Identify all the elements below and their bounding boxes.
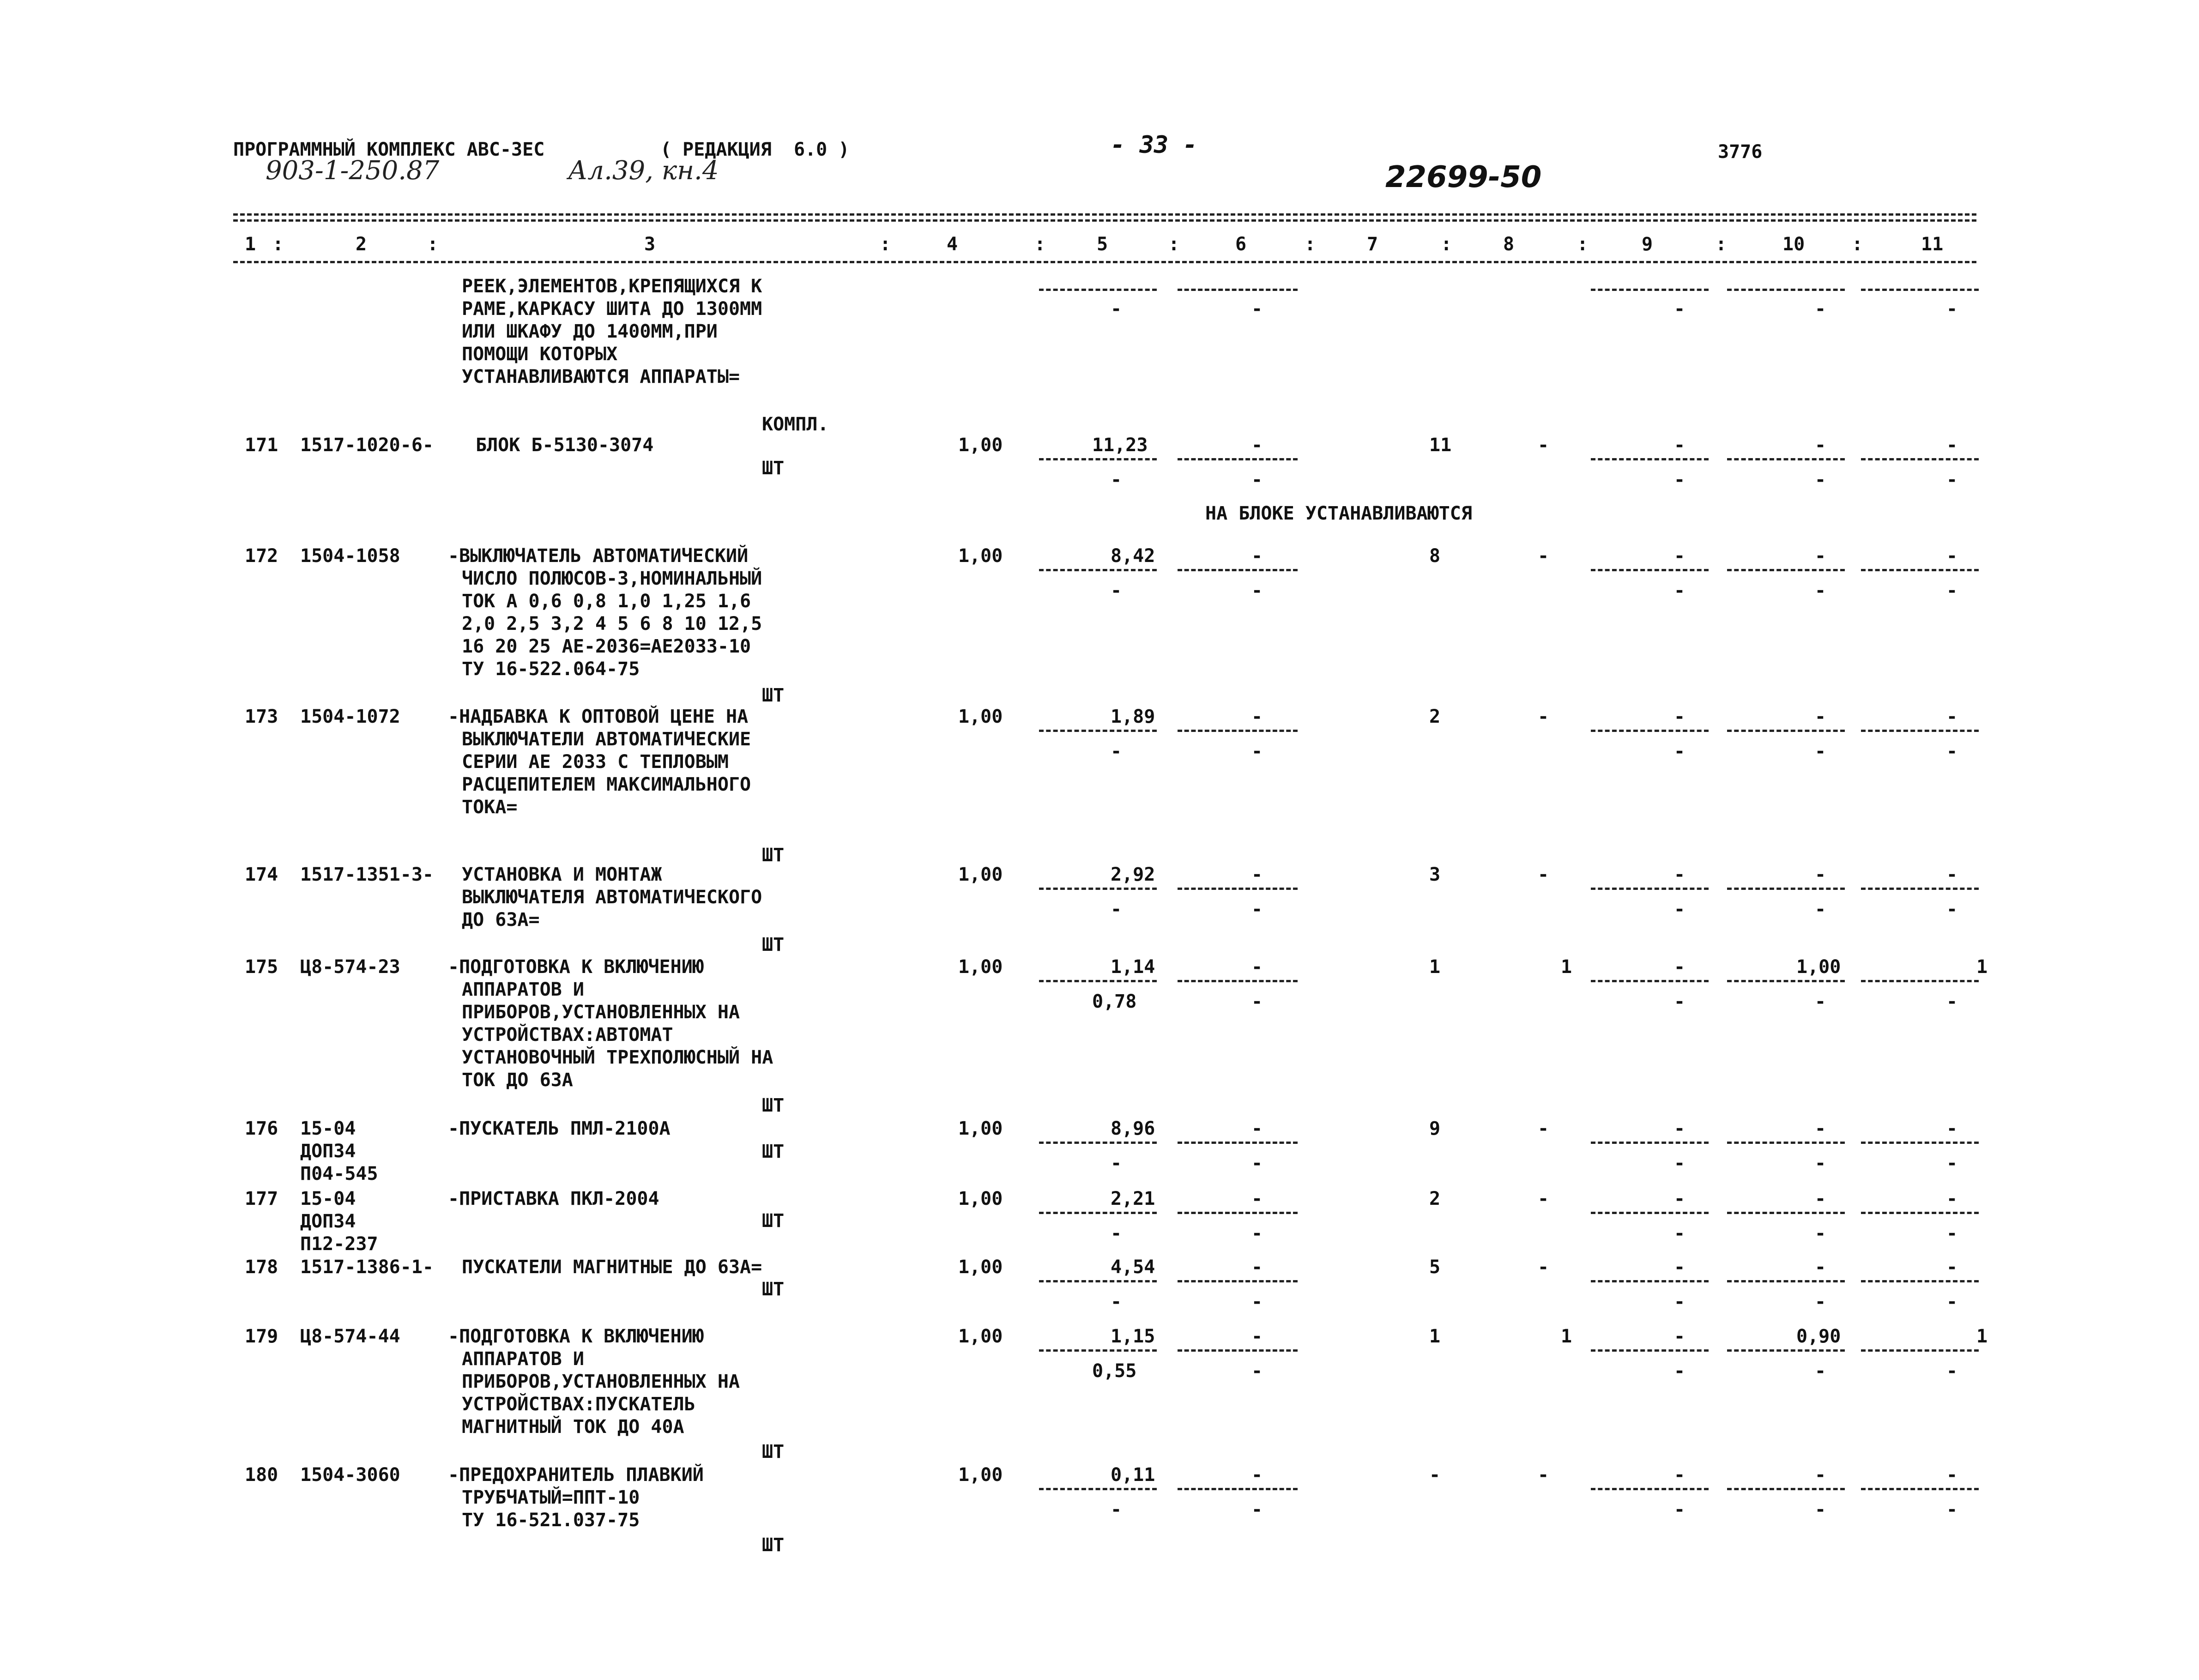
row-unit: ШТ — [762, 1279, 785, 1300]
row-number: 172 — [245, 545, 278, 567]
row-separator-c10 — [1727, 1280, 1845, 1282]
row-col9: - — [1674, 864, 1685, 885]
row-description-line: УСТАНОВОЧНЫЙ ТРЕХПОЛЮСНЫЙ НА — [462, 1047, 773, 1068]
row-col5: 1,14 — [1111, 956, 1155, 978]
row-col6-bottom: - — [1251, 1360, 1263, 1382]
row-col6: - — [1251, 1326, 1263, 1347]
note-block: НА БЛОКЕ УСТАНАВЛИВАЮТСЯ — [1205, 503, 1472, 524]
row-col10: - — [1815, 1257, 1826, 1278]
row-description-line: -ПРЕДОХРАНИТЕЛЬ ПЛАВКИЙ — [448, 1464, 704, 1486]
row-col6-bottom: - — [1251, 580, 1263, 601]
row-description-line: ТУ 16-522.064-75 — [462, 659, 640, 680]
row-col10: 0,90 — [1796, 1326, 1841, 1347]
row-separator-c11 — [1861, 569, 1979, 571]
row-col6: - — [1251, 1188, 1263, 1209]
row-separator-c11 — [1861, 730, 1979, 732]
row-col10-bottom: - — [1815, 469, 1826, 490]
row-description-line: 16 20 25 АЕ-2036=АЕ2033-10 — [462, 636, 751, 657]
row-col6: - — [1251, 435, 1263, 456]
row-code: 1517-1020-6- — [300, 435, 434, 456]
intro-c6: - — [1251, 298, 1263, 320]
table-top-rule — [233, 213, 1976, 216]
row-separator-c6 — [1178, 980, 1298, 982]
row-col11: - — [1946, 435, 1958, 456]
column-divider: : — [427, 234, 439, 255]
row-col6-bottom: - — [1251, 899, 1263, 920]
row-separator-c9 — [1591, 1349, 1709, 1352]
column-header-9: 9 — [1642, 234, 1653, 255]
row-description-line: УСТАНОВКА И МОНТАЖ — [462, 864, 662, 885]
row-col10: - — [1815, 1188, 1826, 1209]
row-col6-bottom: - — [1251, 741, 1263, 762]
row-col10-bottom: - — [1815, 1291, 1826, 1312]
row-col9: - — [1674, 435, 1685, 456]
row-col5: 0,11 — [1111, 1464, 1155, 1486]
row-code: 15-04 — [300, 1188, 356, 1209]
row-col8: 1 — [1561, 1326, 1572, 1347]
row-col11: 1 — [1976, 956, 1988, 978]
row-col5-bottom: 0,78 — [1092, 991, 1137, 1012]
row-col7: 2 — [1429, 706, 1441, 727]
intro-separator — [1039, 289, 1157, 291]
row-separator-c10 — [1727, 458, 1845, 460]
row-col6: - — [1251, 545, 1263, 567]
row-col6-bottom: - — [1251, 991, 1263, 1012]
row-col11: - — [1946, 1188, 1958, 1209]
row-description-line: ПРИБОРОВ,УСТАНОВЛЕННЫХ НА — [462, 1371, 740, 1392]
row-description-line: 2,0 2,5 3,2 4 5 6 8 10 12,5 — [462, 613, 762, 635]
row-col9-bottom: - — [1674, 1223, 1685, 1244]
row-quantity: 1,00 — [958, 1326, 1003, 1347]
row-separator-c6 — [1178, 458, 1298, 460]
row-number: 179 — [245, 1326, 278, 1347]
column-divider: : — [1034, 234, 1046, 255]
row-separator-c5 — [1039, 569, 1157, 571]
intro-separator — [1727, 289, 1845, 291]
row-description-line: ПРИБОРОВ,УСТАНОВЛЕННЫХ НА — [462, 1002, 740, 1023]
row-separator-c6 — [1178, 1349, 1298, 1352]
column-divider: : — [1441, 234, 1452, 255]
row-col6-bottom: - — [1251, 1291, 1263, 1312]
row-col5-bottom: - — [1111, 1291, 1122, 1312]
page-number: - 33 - — [1111, 131, 1197, 159]
row-description-line: ТУ 16-521.037-75 — [462, 1510, 640, 1531]
row-col9: - — [1674, 1464, 1685, 1486]
row-col11: - — [1946, 1118, 1958, 1139]
row-col6: - — [1251, 1464, 1263, 1486]
row-col10-bottom: - — [1815, 899, 1826, 920]
row-col11-bottom: - — [1946, 741, 1958, 762]
row-col10: - — [1815, 706, 1826, 727]
row-col6-bottom: - — [1251, 1153, 1263, 1174]
row-col11-bottom: - — [1946, 1153, 1958, 1174]
column-divider: : — [1168, 234, 1180, 255]
row-col7: - — [1429, 1464, 1441, 1486]
row-col10: - — [1815, 435, 1826, 456]
row-col7: 1 — [1429, 1326, 1441, 1347]
row-code: Ц8-574-44 — [300, 1326, 400, 1347]
row-col11: - — [1946, 864, 1958, 885]
row-code: Ц8-574-23 — [300, 956, 400, 978]
row-unit: ШТ — [762, 458, 785, 479]
row-unit: ШТ — [762, 1210, 785, 1232]
row-col7: 5 — [1429, 1257, 1441, 1278]
row-col5-bottom: - — [1111, 580, 1122, 601]
row-separator-c9 — [1591, 980, 1709, 982]
row-code: П12-237 — [300, 1233, 378, 1255]
intro-separator — [1591, 289, 1709, 291]
row-col10: - — [1815, 864, 1826, 885]
row-col5: 4,54 — [1111, 1257, 1155, 1278]
row-separator-c11 — [1861, 1142, 1979, 1144]
row-code: 1517-1351-3- — [300, 864, 434, 885]
column-header-6: 6 — [1235, 234, 1247, 255]
row-col11-bottom: - — [1946, 469, 1958, 490]
intro-separator — [1861, 289, 1979, 291]
row-separator-c5 — [1039, 888, 1157, 890]
row-description-line: УСТРОЙСТВАХ:ПУСКАТЕЛЬ — [462, 1394, 695, 1415]
row-code: 1504-1072 — [300, 706, 400, 727]
row-separator-c6 — [1178, 888, 1298, 890]
row-col9: - — [1674, 1118, 1685, 1139]
row-separator-c9 — [1591, 1488, 1709, 1490]
row-col11-bottom: - — [1946, 1360, 1958, 1382]
row-separator-c10 — [1727, 730, 1845, 732]
row-col8: - — [1538, 706, 1549, 727]
stamp-number: 22699-50 — [1385, 160, 1542, 194]
row-col10: - — [1815, 1464, 1826, 1486]
row-separator-c6 — [1178, 730, 1298, 732]
row-col5: 2,21 — [1111, 1188, 1155, 1209]
row-description-line: -ПОДГОТОВКА К ВКЛЮЧЕНИЮ — [448, 1326, 704, 1347]
row-number: 177 — [245, 1188, 278, 1209]
row-quantity: 1,00 — [958, 545, 1003, 567]
row-separator-c6 — [1178, 1280, 1298, 1282]
row-description-line: ТРУБЧАТЫЙ=ППТ-10 — [462, 1487, 640, 1508]
row-separator-c9 — [1591, 1212, 1709, 1214]
row-description-line: -ПУСКАТЕЛЬ ПМЛ-2100А — [448, 1118, 671, 1139]
row-col6-bottom: - — [1251, 1499, 1263, 1520]
row-col10-bottom: - — [1815, 580, 1826, 601]
row-col9: - — [1674, 1188, 1685, 1209]
intro-line: ИЛИ ШКАФУ ДО 1400ММ,ПРИ — [462, 321, 718, 342]
row-description-line: ТОК ДО 63А — [462, 1070, 573, 1091]
row-col9: - — [1674, 1326, 1685, 1347]
row-quantity: 1,00 — [958, 956, 1003, 978]
column-divider: : — [1305, 234, 1316, 255]
column-header-5: 5 — [1097, 234, 1108, 255]
row-number: 171 — [245, 435, 278, 456]
row-description-line: ВЫКЛЮЧАТЕЛИ АВТОМАТИЧЕСКИЕ — [462, 729, 751, 750]
row-number: 175 — [245, 956, 278, 978]
row-unit: ШТ — [762, 1141, 785, 1162]
row-unit: ШТ — [762, 934, 785, 955]
row-col9-bottom: - — [1674, 1291, 1685, 1312]
row-code: ДОП34 — [300, 1211, 356, 1232]
row-separator-c10 — [1727, 1142, 1845, 1144]
row-col8: - — [1538, 545, 1549, 567]
intro-c10: - — [1815, 298, 1826, 320]
column-header-4: 4 — [947, 234, 958, 255]
column-divider: : — [1577, 234, 1589, 255]
row-quantity: 1,00 — [958, 435, 1003, 456]
intro-c9: - — [1674, 298, 1685, 320]
row-col6: - — [1251, 1118, 1263, 1139]
row-separator-c5 — [1039, 730, 1157, 732]
intro-separator — [1178, 289, 1298, 291]
row-col9-bottom: - — [1674, 1499, 1685, 1520]
row-description-line: ТОКА= — [462, 797, 518, 818]
row-col8: - — [1538, 1464, 1549, 1486]
row-col10-bottom: - — [1815, 741, 1826, 762]
row-col5: 8,42 — [1111, 545, 1155, 567]
row-code: 1504-1058 — [300, 545, 400, 567]
row-description-line: АППАРАТОВ И — [462, 1348, 584, 1370]
row-description-line: -ПРИСТАВКА ПКЛ-2004 — [448, 1188, 659, 1209]
row-col9-bottom: - — [1674, 741, 1685, 762]
sheet-number: 3776 — [1718, 141, 1763, 163]
row-code: 15-04 — [300, 1118, 356, 1139]
row-col9-bottom: - — [1674, 1153, 1685, 1174]
row-quantity: 1,00 — [958, 1118, 1003, 1139]
row-quantity: 1,00 — [958, 1257, 1003, 1278]
intro-c5: - — [1111, 298, 1122, 320]
column-header-1: 1 — [245, 234, 256, 255]
row-separator-c10 — [1727, 1488, 1845, 1490]
program-title: ПРОГРАММНЫЙ КОМПЛЕКС АВС-3ЕС — [233, 139, 545, 160]
row-col5-bottom: - — [1111, 1223, 1122, 1244]
row-col9: - — [1674, 1257, 1685, 1278]
row-unit: ШТ — [762, 1441, 785, 1462]
row-col9: - — [1674, 706, 1685, 727]
row-description-line: АППАРАТОВ И — [462, 979, 584, 1000]
row-col11-bottom: - — [1946, 580, 1958, 601]
row-separator-c5 — [1039, 1280, 1157, 1282]
column-divider: : — [880, 234, 891, 255]
row-separator-c5 — [1039, 1212, 1157, 1214]
row-description-line: -ВЫКЛЮЧАТЕЛЬ АВТОМАТИЧЕСКИЙ — [448, 545, 749, 567]
column-header-7: 7 — [1367, 234, 1378, 255]
row-col11: 1 — [1976, 1326, 1988, 1347]
row-col9-bottom: - — [1674, 580, 1685, 601]
table-top-rule-2 — [233, 219, 1976, 222]
intro-line: УСТАНАВЛИВАЮТСЯ АППАРАТЫ= — [462, 366, 740, 387]
row-description-line: ТОК А 0,6 0,8 1,0 1,25 1,6 — [462, 591, 751, 612]
row-quantity: 1,00 — [958, 706, 1003, 727]
column-header-10: 10 — [1782, 234, 1805, 255]
row-description-line: ДО 63А= — [462, 909, 540, 931]
row-unit: ШТ — [762, 845, 785, 866]
edition-label: ( РЕДАКЦИЯ 6.0 ) — [660, 139, 850, 160]
row-description-line: МАГНИТНЫЙ ТОК ДО 40А — [462, 1416, 684, 1438]
row-separator-c9 — [1591, 458, 1709, 460]
row-col11: - — [1946, 1464, 1958, 1486]
row-col10: 1,00 — [1796, 956, 1841, 978]
row-col8: - — [1538, 1257, 1549, 1278]
handwritten-project: 903-1-250.87 — [266, 156, 440, 186]
row-description-line: ПУСКАТЕЛИ МАГНИТНЫЕ ДО 63А= — [462, 1257, 762, 1278]
row-separator-c6 — [1178, 1142, 1298, 1144]
row-col8: - — [1538, 435, 1549, 456]
row-col5-bottom: - — [1111, 899, 1122, 920]
row-unit: ШТ — [762, 685, 785, 706]
row-col10-bottom: - — [1815, 1499, 1826, 1520]
row-col6: - — [1251, 706, 1263, 727]
column-divider: : — [1716, 234, 1727, 255]
row-description-line: УСТРОЙСТВАХ:АВТОМАТ — [462, 1024, 673, 1045]
column-divider: : — [1852, 234, 1863, 255]
row-number: 173 — [245, 706, 278, 727]
row-col7: 9 — [1429, 1118, 1441, 1139]
row-col10-bottom: - — [1815, 1360, 1826, 1382]
row-separator-c11 — [1861, 458, 1979, 460]
row-col10: - — [1815, 1118, 1826, 1139]
row-col5-bottom: - — [1111, 469, 1122, 490]
row-code: ДОП34 — [300, 1141, 356, 1162]
row-separator-c9 — [1591, 888, 1709, 890]
row-col6: - — [1251, 956, 1263, 978]
row-quantity: 1,00 — [958, 1188, 1003, 1209]
row-description-line: ЧИСЛО ПОЛЮСОВ-3,НОМИНАЛЬНЫЙ — [462, 568, 762, 589]
row-col11-bottom: - — [1946, 1291, 1958, 1312]
row-unit: ШТ — [762, 1535, 785, 1556]
row-col5: 2,92 — [1111, 864, 1155, 885]
row-separator-c6 — [1178, 1488, 1298, 1490]
row-separator-c11 — [1861, 1212, 1979, 1214]
column-divider: : — [272, 234, 284, 255]
row-col8: - — [1538, 1188, 1549, 1209]
row-separator-c11 — [1861, 1488, 1979, 1490]
intro-c11: - — [1946, 298, 1958, 320]
row-separator-c11 — [1861, 1349, 1979, 1352]
row-unit: ШТ — [762, 1095, 785, 1116]
row-col10: - — [1815, 545, 1826, 567]
row-description-line: БЛОК Б-5130-3074 — [476, 435, 654, 456]
row-col8: 1 — [1561, 956, 1572, 978]
column-header-11: 11 — [1921, 234, 1944, 255]
row-description-line: -НАДБАВКА К ОПТОВОЙ ЦЕНЕ НА — [448, 706, 749, 727]
row-col11-bottom: - — [1946, 1499, 1958, 1520]
row-col6-bottom: - — [1251, 469, 1263, 490]
row-col9: - — [1674, 545, 1685, 567]
handwritten-sheet: Ал.39, кн.4 — [568, 156, 719, 186]
row-separator-c11 — [1861, 980, 1979, 982]
row-col7: 11 — [1429, 435, 1452, 456]
column-header-2: 2 — [356, 234, 367, 255]
row-col10-bottom: - — [1815, 1153, 1826, 1174]
row-separator-c9 — [1591, 730, 1709, 732]
row-col8: - — [1538, 1118, 1549, 1139]
column-header-3: 3 — [644, 234, 656, 255]
row-col5: 1,15 — [1111, 1326, 1155, 1347]
row-col5-bottom: - — [1111, 741, 1122, 762]
row-col6: - — [1251, 864, 1263, 885]
row-description-line: СЕРИИ АЕ 2033 С ТЕПЛОВЫМ — [462, 751, 729, 773]
row-separator-c10 — [1727, 980, 1845, 982]
row-col11-bottom: - — [1946, 899, 1958, 920]
row-col9-bottom: - — [1674, 899, 1685, 920]
row-col11: - — [1946, 545, 1958, 567]
intro-description — [462, 275, 762, 388]
row-col5-bottom: - — [1111, 1499, 1122, 1520]
row-col7: 3 — [1429, 864, 1441, 885]
row-unit-above: КОМПЛ. — [762, 414, 829, 435]
row-code: 1517-1386-1- — [300, 1257, 434, 1278]
row-col11: - — [1946, 1257, 1958, 1278]
row-separator-c10 — [1727, 1349, 1845, 1352]
row-separator-c9 — [1591, 1142, 1709, 1144]
row-separator-c10 — [1727, 888, 1845, 890]
row-separator-c9 — [1591, 1280, 1709, 1282]
row-col5: 8,96 — [1111, 1118, 1155, 1139]
row-separator-c9 — [1591, 569, 1709, 571]
row-col5: 11,23 — [1092, 435, 1148, 456]
row-col6-bottom: - — [1251, 1223, 1263, 1244]
row-separator-c10 — [1727, 1212, 1845, 1214]
row-col9-bottom: - — [1674, 1360, 1685, 1382]
row-quantity: 1,00 — [958, 1464, 1003, 1486]
row-separator-c6 — [1178, 1212, 1298, 1214]
row-col11-bottom: - — [1946, 991, 1958, 1012]
intro-line: РЕЕК,ЭЛЕМЕНТОВ,КРЕПЯЩИХСЯ К — [462, 276, 762, 297]
intro-line: РАМЕ,КАРКАСУ ШИТА ДО 1300ММ — [462, 298, 762, 320]
row-number: 178 — [245, 1257, 278, 1278]
row-col9-bottom: - — [1674, 991, 1685, 1012]
row-col10-bottom: - — [1815, 991, 1826, 1012]
row-description-line: РАСЦЕПИТЕЛЕМ МАКСИМАЛЬНОГО — [462, 774, 751, 795]
row-code: 1504-3060 — [300, 1464, 400, 1486]
row-col11-bottom: - — [1946, 1223, 1958, 1244]
row-number: 174 — [245, 864, 278, 885]
row-separator-c5 — [1039, 980, 1157, 982]
row-col9-bottom: - — [1674, 469, 1685, 490]
header-bottom-rule — [233, 261, 1976, 263]
row-separator-c5 — [1039, 1488, 1157, 1490]
row-description-line: ВЫКЛЮЧАТЕЛЯ АВТОМАТИЧЕСКОГО — [462, 887, 762, 908]
row-col11: - — [1946, 706, 1958, 727]
row-code: П04-545 — [300, 1163, 378, 1184]
row-separator-c10 — [1727, 569, 1845, 571]
column-header-8: 8 — [1503, 234, 1515, 255]
row-col7: 1 — [1429, 956, 1441, 978]
row-col10-bottom: - — [1815, 1223, 1826, 1244]
row-number: 176 — [245, 1118, 278, 1139]
row-quantity: 1,00 — [958, 864, 1003, 885]
row-separator-c11 — [1861, 1280, 1979, 1282]
row-col7: 2 — [1429, 1188, 1441, 1209]
intro-line: ПОМОЩИ КОТОРЫХ — [462, 344, 618, 365]
row-col5-bottom: - — [1111, 1153, 1122, 1174]
row-col5-bottom: 0,55 — [1092, 1360, 1137, 1382]
row-number: 180 — [245, 1464, 278, 1486]
row-separator-c5 — [1039, 458, 1157, 460]
row-col5: 1,89 — [1111, 706, 1155, 727]
row-col6: - — [1251, 1257, 1263, 1278]
row-separator-c6 — [1178, 569, 1298, 571]
row-separator-c5 — [1039, 1349, 1157, 1352]
row-description-line: -ПОДГОТОВКА К ВКЛЮЧЕНИЮ — [448, 956, 704, 978]
row-col8: - — [1538, 864, 1549, 885]
row-col9: - — [1674, 956, 1685, 978]
row-col7: 8 — [1429, 545, 1441, 567]
row-separator-c5 — [1039, 1142, 1157, 1144]
row-separator-c11 — [1861, 888, 1979, 890]
